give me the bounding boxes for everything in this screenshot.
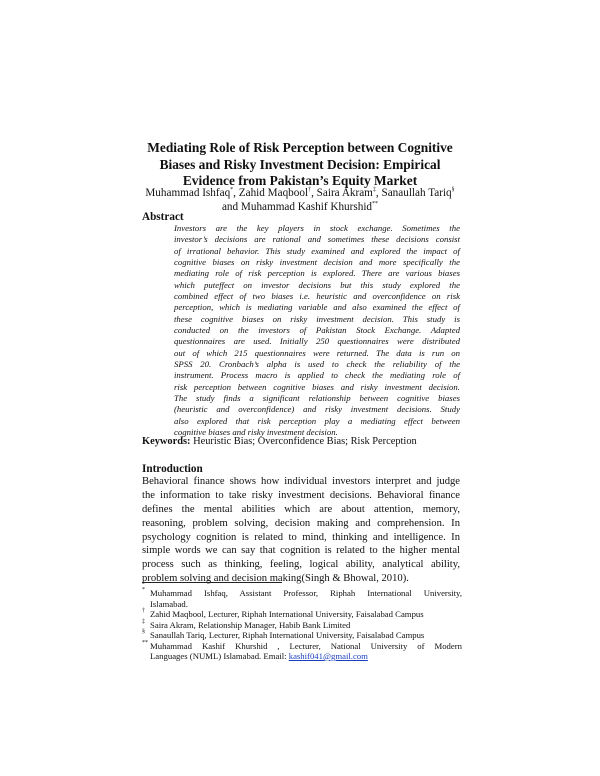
- abstract-line: SPSS 20. Cronbach’s alpha is used to check the reliability of the: [174, 358, 460, 369]
- footnote: [142, 620, 462, 631]
- abstract-line: instrument. Process macro is applied to check the mediating role of: [174, 370, 460, 381]
- footnote-line: [142, 651, 462, 662]
- abstract-line: out of which 215 questionnaires were returned. The data is run on: [174, 347, 460, 358]
- footnote-marker: §: [451, 187, 455, 193]
- author-name: , Sanaullah Tariq: [375, 187, 452, 199]
- body-line: reasoning, problem solving, decision making and comprehension. In: [142, 517, 460, 529]
- footnote-line: Muhammad Kashif Khurshid , Lecturer, National University of Modern: [150, 640, 462, 651]
- title-line: Mediating Role of Risk Perception between Cognitive: [147, 140, 453, 155]
- abstract-line: risk perception between cognitive biases and risky investment decision.: [174, 381, 460, 392]
- abstract-line: which puteffect on investor decisions but this study explored the: [174, 279, 460, 290]
- introduction-heading: Introduction: [142, 463, 203, 475]
- footnote-marker: †: [142, 608, 145, 614]
- body-line: Behavioral finance shows how individual investors interpret and judge: [142, 476, 460, 487]
- abstract-body: [174, 223, 460, 438]
- body-line: the information to take risky investment decisions. Behavioral finance: [142, 489, 460, 501]
- abstract-line: cognitive biases on risky investment decision and more specifically the: [174, 256, 460, 267]
- abstract-line: investor’s decisions are rational and sometimes these decisions consist: [174, 234, 460, 245]
- footnote-marker: †: [308, 187, 312, 193]
- abstract-line: mediating role of risk perception is explored. There are various biases: [174, 268, 460, 279]
- keywords-text: Heuristic Bias; Overconfidence Bias; Risk Perception: [190, 436, 417, 447]
- body-line: psychology cognition is related to mind, thinking and intelligence. In: [142, 531, 460, 543]
- footnote-line: Zahid Maqbool, Lecturer, Riphah International University, Faisalabad Campus: [150, 609, 424, 619]
- abstract-line: (heuristic and overconfidence) and risky investment decisions. Study: [174, 404, 460, 415]
- footnote-marker: *: [142, 587, 145, 593]
- title-line: Evidence from Pakistan’s Equity Market: [182, 173, 418, 188]
- abstract-line: questionnaires are used. Initially 250 questionnaires were distributed: [174, 336, 460, 347]
- footnote-marker: ‡: [372, 187, 376, 193]
- abstract-line: these cognitive biases on risky investment decision. This study is: [174, 313, 460, 324]
- abstract-line: also explored that risk perception play a mediating effect between: [174, 415, 460, 426]
- body-line: problem solving and decision making(Singh & Bhowal, 2010).: [142, 573, 409, 585]
- footnotes: [142, 588, 462, 662]
- abstract-line: cognitive biases and risky investment decision.: [174, 426, 338, 437]
- footnote-divider: [142, 582, 282, 583]
- email-link[interactable]: kashif041@gmail.com: [288, 651, 368, 661]
- author-list: [100, 186, 500, 214]
- abstract-line: conducted on the investors of Pakistan Stock Exchange. Adapted: [174, 324, 460, 335]
- footnote-line: Sanaullah Tariq, Lecturer, Riphah International University, Faisalabad Campus: [150, 630, 425, 640]
- footnote-line: Muhammad Ishfaq, Assistant Professor, Riphah International University,: [150, 588, 462, 598]
- footnote: [142, 609, 462, 620]
- footnote-text: Languages (NUML) Islamabad. Email:: [150, 651, 289, 661]
- keywords: [142, 436, 462, 447]
- body-line: defines the mental abilities which are about attention, memory,: [142, 503, 460, 515]
- abstract-heading: Abstract: [142, 211, 184, 223]
- abstract-line: Investors are the key players in stock exchange. Sometimes the: [174, 223, 460, 233]
- body-line: simple words we can say that cognition is related to the higher mental: [142, 545, 460, 557]
- footnote-line: Islamabad.: [150, 598, 188, 609]
- author-name: , Zahid Maqbool: [233, 187, 309, 199]
- paper-title: [120, 140, 480, 190]
- footnote-marker: *: [230, 187, 234, 193]
- introduction-body: [142, 475, 460, 586]
- footnote: [142, 630, 462, 641]
- footnote-marker: **: [372, 201, 379, 207]
- footnote: [142, 641, 462, 662]
- abstract-line: The study finds a significant relationship between cognitive biases: [174, 392, 460, 403]
- author-name: , Saira Akram: [311, 187, 373, 199]
- body-line: process such as thinking, feeling, logical ability, analytical ability,: [142, 559, 460, 571]
- footnote-marker: **: [142, 639, 148, 646]
- author-name: and Muhammad Kashif Khurshid: [221, 201, 373, 213]
- abstract-line: perception, which is mediating variable and also examined the effect of: [174, 302, 460, 313]
- footnote-line: Saira Akram, Relationship Manager, Habib Bank Limited: [150, 619, 351, 630]
- author-line: [100, 186, 500, 200]
- author-name: Muhammad Ishfaq: [145, 187, 231, 199]
- title-line: Biases and Risky Investment Decision: Empirical: [159, 156, 441, 172]
- footnote-marker: ‡: [142, 618, 145, 625]
- footnote: [142, 588, 462, 609]
- abstract-line: combined effect of two biases i.e. heuristic and overconfidence on risk: [174, 290, 460, 301]
- footnote-marker: §: [142, 629, 145, 635]
- abstract-line: of irrational behavior. This study examined and explored the impact of: [174, 245, 460, 256]
- keywords-label: Keywords:: [142, 436, 191, 447]
